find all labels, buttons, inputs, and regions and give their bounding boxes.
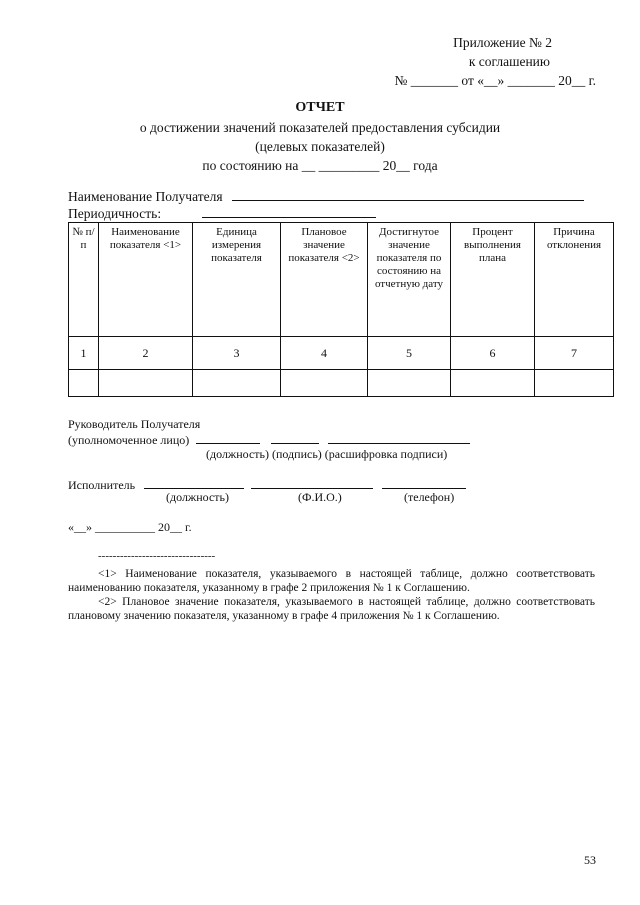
table-cell[interactable]	[368, 370, 451, 397]
report-subtitle	[0, 118, 640, 175]
report-table	[68, 222, 614, 397]
column-number-cell: 7	[535, 337, 614, 370]
header-deviation-reason: Причина отклонения	[535, 223, 614, 337]
appendix-number-date: № _______ от «__» _______ 20__ г.	[394, 73, 596, 88]
report-heading: ОТЧЕТ	[295, 100, 345, 115]
header-completion-percent: Процент выполнения плана	[451, 223, 535, 337]
signature-date: «__» __________ 20__ г.	[68, 520, 192, 534]
table-cell[interactable]	[281, 370, 368, 397]
executor-caption-position: (должность)	[166, 490, 229, 504]
column-number-cell: 4	[281, 337, 368, 370]
appendix-block	[395, 33, 597, 90]
periodicity-row	[68, 205, 376, 222]
recipient-name-label: Наименование Получателя	[68, 189, 223, 204]
appendix-title: Приложение № 2	[453, 35, 552, 50]
table-column-numbers-row	[69, 337, 614, 370]
table-header-row	[69, 223, 614, 337]
report-date-line: по состоянию на __ _________ 20__ года	[202, 158, 438, 173]
table-cell[interactable]	[535, 370, 614, 397]
recipient-name-row	[68, 187, 584, 205]
header-number: № п/п	[69, 223, 99, 337]
footnote-separator: --------------------------------	[98, 550, 216, 562]
table-cell[interactable]	[69, 370, 99, 397]
footnote-2: <2> Плановое значение показателя, указываемого в настоящей таблице, должно соответствовать плановому значению показателя, указанному в графе 4 приложения № 1 к Соглашению.	[68, 596, 595, 622]
column-number-cell: 5	[368, 337, 451, 370]
appendix-agreement: к соглашению	[468, 54, 550, 69]
column-number-cell: 3	[193, 337, 281, 370]
table-cell[interactable]	[193, 370, 281, 397]
executor-caption-name: (Ф.И.О.)	[298, 490, 342, 504]
footnote-1: <1> Наименование показателя, указываемого в настоящей таблице, должно соответствовать наименованию показателя, указанному в графе 2 приложения № 1 к Соглашению.	[68, 568, 595, 594]
footnotes-block	[68, 567, 595, 623]
header-planned-value: Плановое значение показателя <2>	[281, 223, 368, 337]
column-number-cell: 1	[69, 337, 99, 370]
report-subtitle-line2: (целевых показателей)	[255, 139, 385, 154]
table-cell[interactable]	[99, 370, 193, 397]
head-signature-captions: (должность) (подпись) (расшифровка подписи)	[206, 447, 448, 461]
column-number-cell: 6	[451, 337, 535, 370]
head-name-field[interactable]	[328, 432, 470, 444]
head-position-field[interactable]	[196, 432, 260, 444]
column-number-cell: 2	[99, 337, 193, 370]
report-subtitle-line1: о достижении значений показателей предоставления субсидии	[139, 120, 501, 135]
head-signature-label: Руководитель Получателя	[68, 417, 201, 431]
page-number: 53	[584, 853, 596, 867]
authorized-person-label: (уполномоченное лицо)	[68, 433, 190, 447]
table-cell[interactable]	[451, 370, 535, 397]
executor-name-field[interactable]	[251, 477, 373, 489]
header-unit: Единица измерения показателя	[193, 223, 281, 337]
head-signature-field[interactable]	[271, 432, 319, 444]
header-indicator-name: Наименование показателя <1>	[99, 223, 193, 337]
header-achieved-value: Достигнутое значение показателя по состоянию на отчетную дату	[368, 223, 451, 337]
periodicity-field[interactable]	[202, 205, 376, 218]
executor-caption-phone: (телефон)	[404, 490, 455, 504]
head-signature-row	[68, 432, 470, 447]
recipient-name-field[interactable]	[232, 187, 584, 201]
table-row	[69, 370, 614, 397]
executor-position-field[interactable]	[144, 477, 244, 489]
executor-phone-field[interactable]	[382, 477, 466, 489]
executor-label: Исполнитель	[68, 478, 136, 492]
periodicity-label: Периодичность:	[68, 206, 162, 221]
